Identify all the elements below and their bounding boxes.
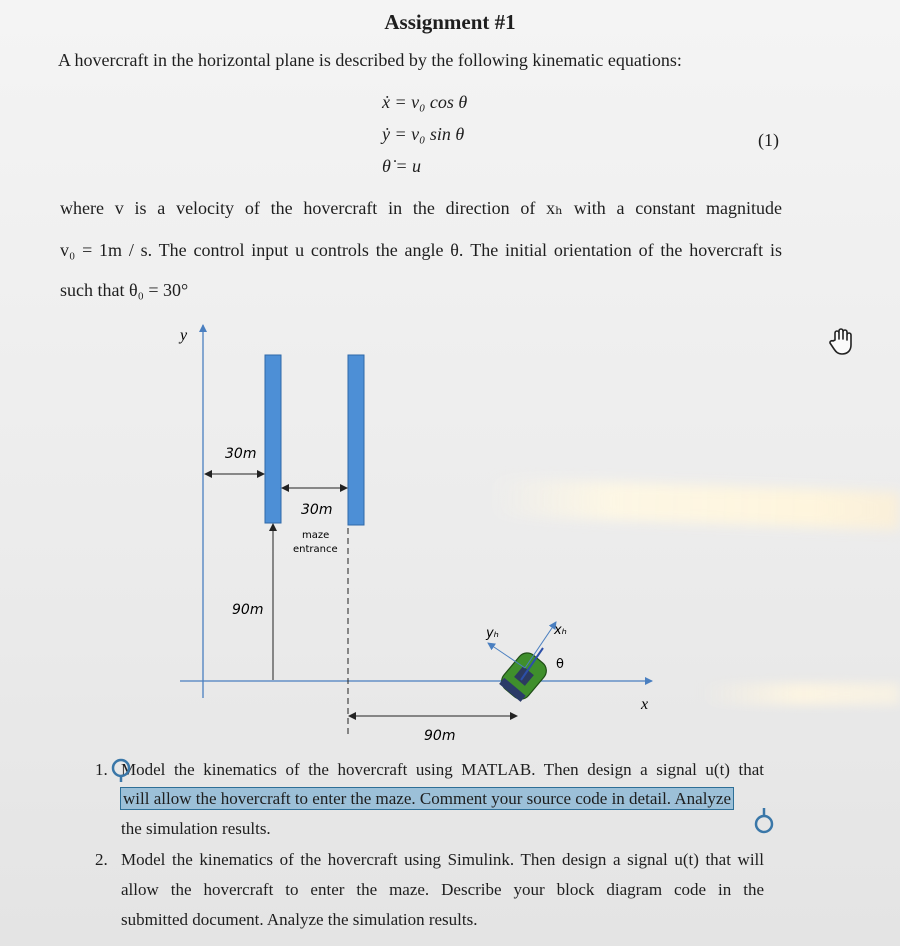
task-2-line-2: allow the hovercraft to enter the maze. Describe your block diagram code in the [121, 880, 764, 899]
task-1-number: 1. [95, 760, 108, 779]
hovercraft [498, 648, 551, 703]
equation-x-dot: ẋ = v₀ cos θ [382, 92, 468, 112]
equation-y-dot: ẏ = v₀ sin θ [382, 124, 465, 144]
dim-height-label: 90m [232, 602, 264, 618]
task-2-line-1: Model the kinematics of the hovercraft using Simulink. Then design a signal u(t) that will [121, 850, 764, 869]
dim-bottom-width-label: 90m [424, 728, 456, 744]
intro-text: A hovercraft in the horizontal plane is described by the following kinematic equations: [58, 50, 682, 70]
paragraph-line-2: v₀ = 1m / s. The control input u controls the angle θ. The initial orientation of the hovercraft is [60, 240, 782, 260]
x-axis-label: x [641, 696, 649, 713]
task-2-number: 2. [95, 850, 108, 869]
screen-glare-small [700, 683, 900, 705]
hovercraft-y-axis-arrow [488, 643, 525, 668]
equation-number: (1) [758, 130, 779, 150]
selected-text[interactable]: will allow the hovercraft to enter the maze. Comment your source code in detail. Analyze [123, 789, 732, 808]
equation-theta-dot: θ̇ = u [382, 156, 421, 176]
task-2-line-3: submitted document. Analyze the simulation results. [121, 910, 478, 929]
hovercraft-y-axis-label: yₕ [486, 626, 499, 641]
assignment-title: Assignment #1 [384, 10, 516, 34]
y-axis-label: y [180, 327, 188, 344]
paragraph-line-3: such that θ₀ = 30° [60, 280, 189, 300]
paragraph-line-1: where v is a velocity of the hovercraft in the direction of xₕ with a constant magnitude [60, 198, 782, 218]
maze-wall-right [348, 355, 364, 525]
task-1-line-2[interactable] [121, 789, 733, 809]
task-1-line-3: the simulation results. [121, 819, 271, 838]
hovercraft-x-axis-label: xₕ [554, 623, 567, 638]
theta-angle-label: θ [556, 657, 564, 672]
maze-label-line-2: entrance [293, 544, 338, 555]
selection-end-handle[interactable] [752, 808, 776, 836]
dim-left-width-label: 30m [225, 446, 257, 462]
selection-start-handle[interactable] [109, 758, 133, 782]
dim-gap-width-label: 30m [301, 502, 333, 518]
maze-label-line-1: maze [302, 530, 330, 541]
task-1-line-1: Model the kinematics of the hovercraft using MATLAB. Then design a signal u(t) that [121, 760, 764, 779]
maze-wall-left [265, 355, 281, 523]
